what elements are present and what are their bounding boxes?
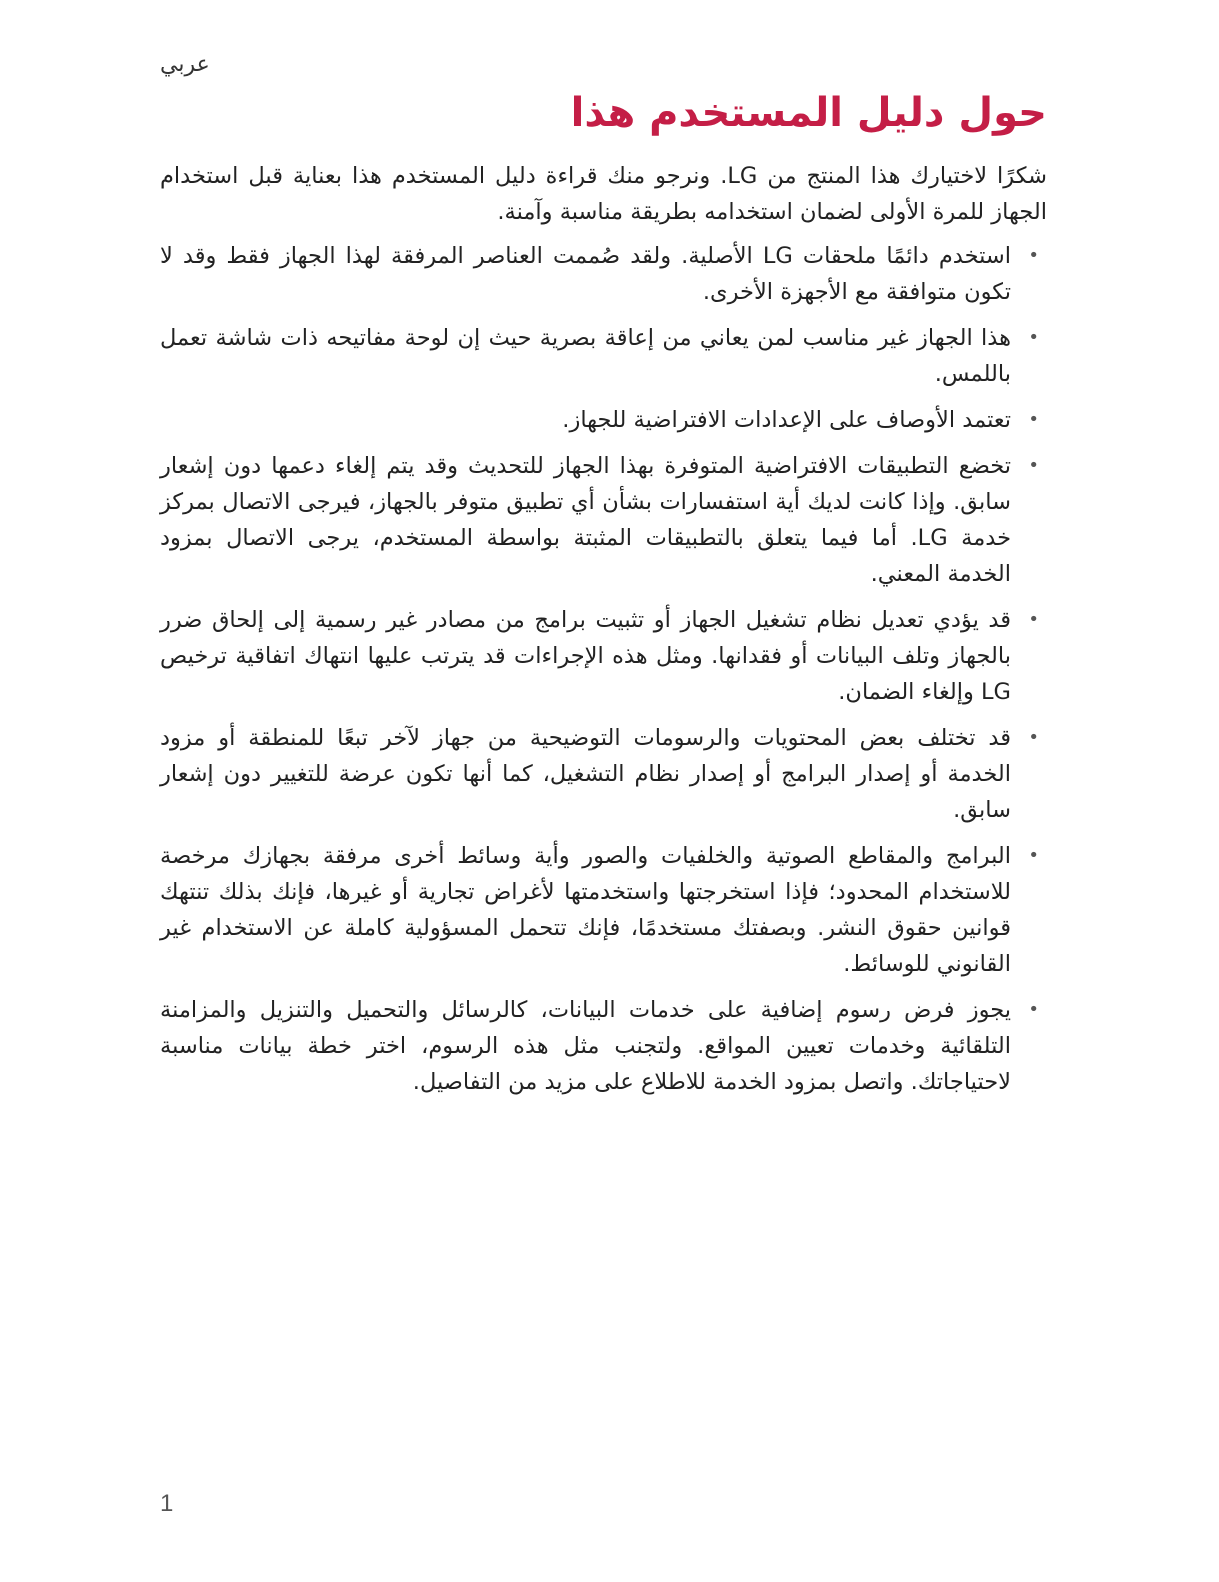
language-label: عربي [160, 52, 210, 77]
list-item: • يجوز فرض رسوم إضافية على خدمات البيانات، كالرسائل والتحميل والتنزيل والمزامنة التلقائية وخدمات تعيين المواقع. ولتجنب مثل هذه الرسوم، اختر خطة بيانات مناسبة لاحتياجاتك. واتصل بمزود الخدمة للاطلاع على مزيد من التفاصيل. [160, 992, 1011, 1100]
list-item: • هذا الجهاز غير مناسب لمن يعاني من إعاقة بصرية حيث إن لوحة مفاتيحه ذات شاشة تعمل باللمس. [160, 320, 1011, 392]
list-item: • قد يؤدي تعديل نظام تشغيل الجهاز أو تثبيت برامج من مصادر غير رسمية إلى إلحاق ضرر بالجهاز وتلف البيانات أو فقدانها. ومثل هذه الإجراءات قد يترتب عليها انتهاك اتفاقية ترخيص LG وإلغاء الضمان. [160, 602, 1011, 710]
list-item: • البرامج والمقاطع الصوتية والخلفيات والصور وأية وسائط أخرى مرفقة بجهازك مرخصة للاستخدام المحدود؛ فإذا استخرجتها واستخدمتها لأغراض تجارية أو غيرها، فإنك بذلك تنتهك قوانين حقوق النشر. وبصفتك مستخدمًا، فإنك تتحمل المسؤولية كاملة عن الاستخدام غير القانوني للوسائط. [160, 838, 1011, 982]
intro-paragraph: شكرًا لاختيارك هذا المنتج من LG. ونرجو منك قراءة دليل المستخدم هذا بعناية قبل استخدام الجهاز للمرة الأولى لضمان استخدامه بطريقة مناسبة وآمنة. [160, 163, 1047, 225]
notes-list [160, 238, 1047, 1100]
content-body [160, 158, 1047, 1110]
list-item: • تعتمد الأوصاف على الإعدادات الافتراضية للجهاز. [160, 402, 1011, 438]
list-item: • استخدم دائمًا ملحقات LG الأصلية. ولقد صُممت العناصر المرفقة لهذا الجهاز فقط وقد لا تكون متوافقة مع الأجهزة الأخرى. [160, 238, 1011, 310]
page-title: حول دليل المستخدم هذا [570, 90, 1047, 136]
list-item: • تخضع التطبيقات الافتراضية المتوفرة بهذا الجهاز للتحديث وقد يتم إلغاء دعمها دون إشعار سابق. وإذا كانت لديك أية استفسارات بشأن أي تطبيق متوفر بالجهاز، فيرجى الاتصال بمركز خدمة LG. أما فيما يتعلق بالتطبيقات المثبتة بواسطة المستخدم، يرجى الاتصال بمزود الخدمة المعني. [160, 448, 1011, 592]
page-number: 1 [160, 1490, 174, 1517]
list-item: • قد تختلف بعض المحتويات والرسومات التوضيحية من جهاز لآخر تبعًا للمنطقة أو مزود الخدمة أو إصدار البرامج أو إصدار نظام التشغيل، كما أنها تكون عرضة للتغيير دون إشعار سابق. [160, 720, 1011, 828]
